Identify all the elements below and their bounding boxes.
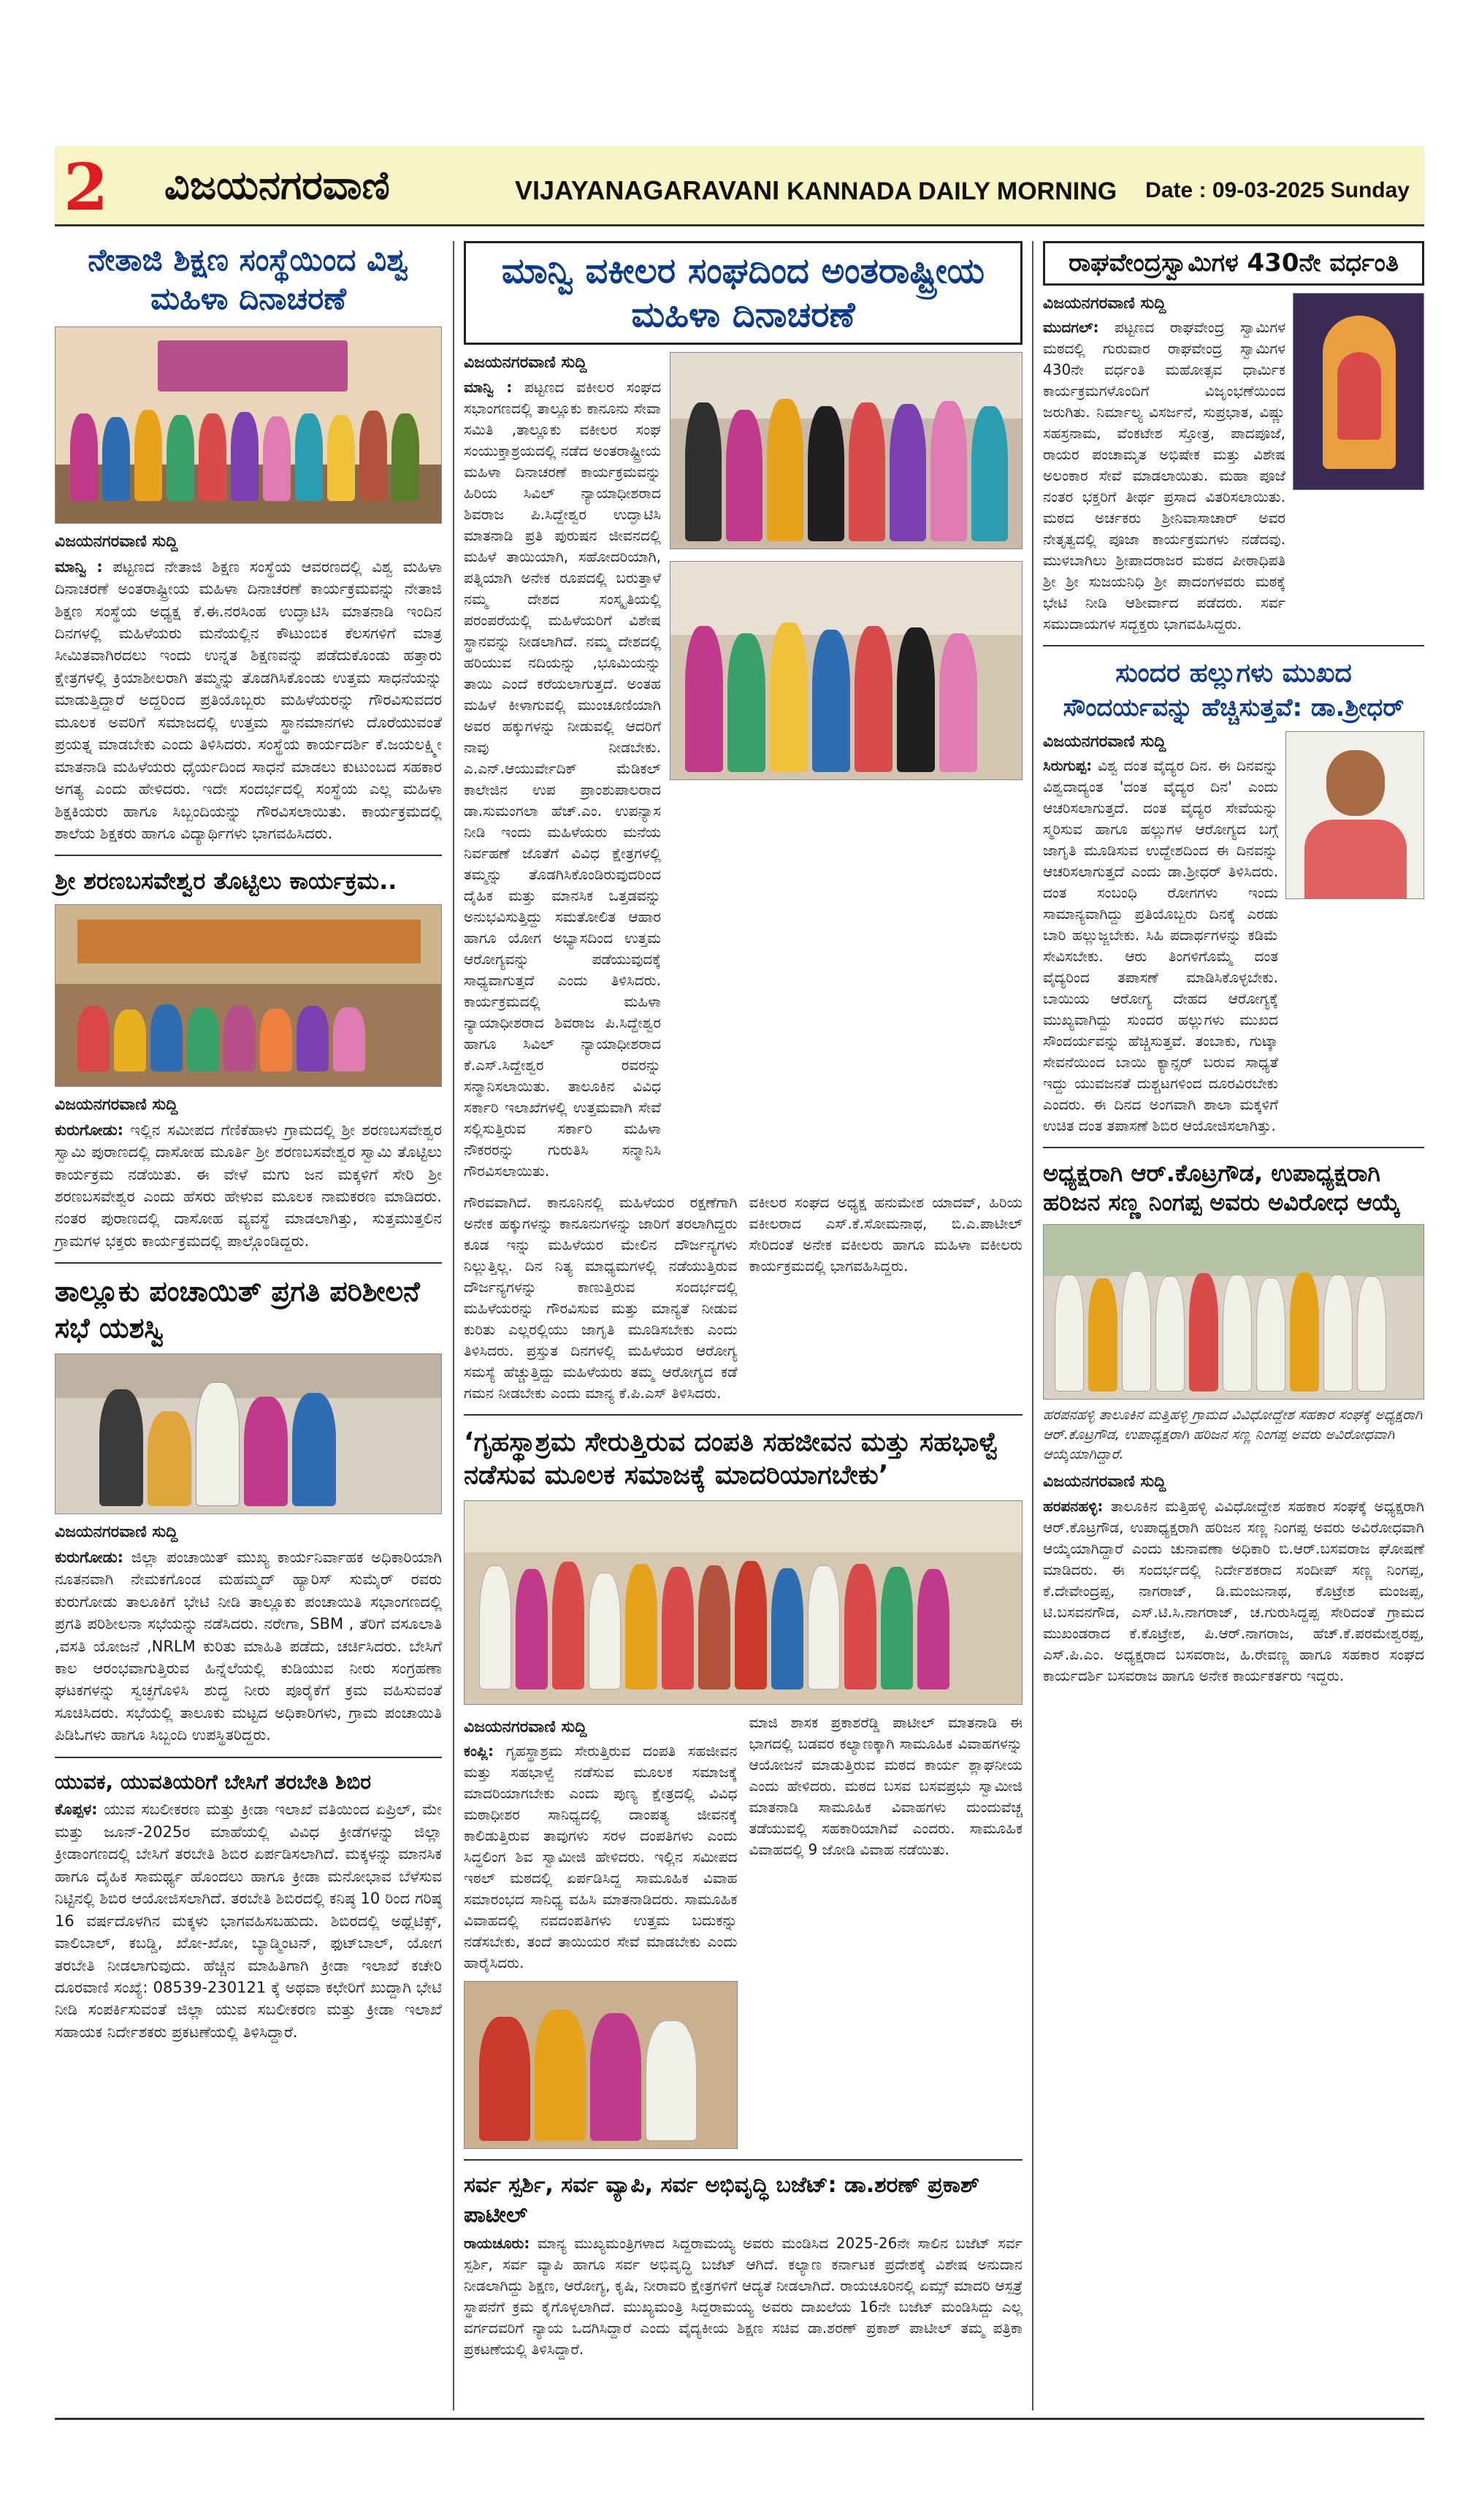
portrait-photo (1285, 731, 1424, 899)
article-photo (464, 1500, 1023, 1705)
section-rule (464, 2159, 1023, 2161)
article-byline: ವಿಜಯನಗರವಾಣಿ ಸುದ್ದಿ (55, 532, 178, 551)
article-body (464, 1741, 738, 1974)
article-byline: ವಿಜಯನಗರವಾಣಿ ಸುದ್ದಿ (464, 354, 587, 372)
dateline: ಕುರುಗೋಡು: (55, 1120, 124, 1139)
article-text: ಇಲ್ಲಿನ ಸಮೀಪದ ಗೆಣಿಕೆಹಾಳು ಗ್ರಾಮದಲ್ಲಿ ಶ್ರೀ ಶರಣಬಸವೇಶ್ವರ ಸ್ವಾಮಿ ಪುರಾಣದಲ್ಲಿ ದಾಸೋಹ ಮೂರ್ತಿ ಶ್ರೀ ಶರಣಬಸವೇಶ್ವರ ಸ್ವಾಮಿ ತೊಟ್ಟಿಲು ಕಾರ್ಯಕ್ರಮ ನಡೆಯಿತು. ಈ ವೇಳೆ ಮಗು ಜನ ಮಕ್ಕಳಿಗೆ ಸೇರಿ ಶ್ರೀ ಶರಣಬಸವೇಶ್ವರ ಎಂದು ಹೆಸರು ಹೇಳುವ ಮೂಲಕ ನಾಮಕರಣ ಮಾಡಿದರು. ನಂತರ ಪುರಾಣದಲ್ಲಿ ದಾಸೋಹ ವ್ಯವಸ್ಥೆ ಮಾಡಲಾಗಿತ್ತು, ಸುತ್ತಮುತ್ತಲಿನ ಗ್ರಾಮಗಳ ಭಕ್ತರು ಕಾರ್ಯಕ್ರಮದಲ್ಲಿ ಪಾಲ್ಗೊಂಡಿದ್ದರು. (55, 1120, 442, 1250)
article-byline: ವಿಜಯನಗರವಾಣಿ ಸುದ್ದಿ (55, 1523, 178, 1542)
page-bottom-rule (55, 2418, 1424, 2420)
person-figure (589, 1573, 621, 1689)
newspaper-tagline: KANNADA DAILY MORNING (787, 177, 1117, 205)
person-figure (297, 1006, 329, 1072)
person-figure (1357, 1276, 1386, 1391)
article-headline: ಸೌಂದರ್ಯವನ್ನು ಹೆಚ್ಚಿಸುತ್ತವೆ: ಡಾ.ಶ್ರೀಧರ್ (1063, 693, 1405, 723)
article-body (1043, 317, 1285, 635)
person-figure (855, 626, 893, 772)
article-text: ಗೌರವವಾಗಿದೆ. ಕಾನೂನಿನಲ್ಲಿ ಮಹಿಳೆಯರ ರಕ್ಷಣೆಗಾಗಿ ಅನೇಕ ಹಕ್ಕುಗಳನ್ನು ಕಾನೂನುಗಳನ್ನು ಜಾರಿಗೆ ತರಲಾಗಿದ್ದರು ಕೂಡ ಇನ್ನು ಮಹಿಳೆಯರ ಮೇಲಿನ ದೌರ್ಜನ್ಯಗಳು ನಿಲ್ಲುತ್ತಿಲ್ಲ. ದಿನ ನಿತ್ಯ ಮಾಧ್ಯಮಗಳಲ್ಲಿ ನಡೆಯುತ್ತಿರುವ ದೌರ್ಜನ್ಯಗಳನ್ನು ಕಾಣುತ್ತಿರುವ ಸಂದರ್ಭದಲ್ಲಿ ಮಹಿಳೆಯರನ್ನು ಗೌರವಿಸುವ ಮತ್ತು ಮಾನ್ಯತೆ ನೀಡುವ ಕುರಿತು ಎಲ್ಲರಲ್ಲಿಯು ಜಾಗೃತಿ ಮೂಡಿಸಬೇಕು ಎಂದು ತಿಳಿಸಿದರು. ಪ್ರಸ್ತುತ ದಿನಗಳಲ್ಲಿ ಮಹಿಳೆಯರ ಆರೋಗ್ಯ ಸಮಸ್ಯೆ ಹೆಚ್ಚುತ್ತಿದ್ದು ಮಹಿಳೆಯರು ತಮ್ಮ ಆರೋಗ್ಯದ ಕಡೆ ಗಮನ ನೀಡಬೇಕು ಎಂದು ಮಾನ್ಯ ಕೆ.ಪಿ.ಎಸ್ ತಿಳಿಸಿದರು. (464, 1193, 738, 1402)
section-rule (1043, 1147, 1424, 1148)
person-figure (1122, 1271, 1151, 1391)
person-figure (844, 1564, 876, 1689)
person-figure (479, 2017, 530, 2141)
issue-date: Date : 09-03-2025 Sunday (1145, 178, 1410, 202)
article-headline: ‘ಗೃಹಸ್ಥಾಶ್ರಮ ಸೇರುತ್ತಿರುವ ದಂಪತಿ ಸಹಜೀವನ ಮತ್ತು ಸಹಭಾಳ್ವೆ ನಡೆಸುವ ಮೂಲಕ ಸಮಾಜಕ್ಕೆ ಮಾದರಿಯಾಗಬೇಕು’ (464, 1427, 999, 1490)
person-figure (735, 1561, 767, 1689)
person-figure (391, 413, 419, 501)
article-text: ಮಾಜಿ ಶಾಸಕ ಪ್ರಕಾಶರೆಡ್ಡಿ ಪಾಟೀಲ್ ಮಾತನಾಡಿ ಈ ಭಾಗದಲ್ಲಿ ಬಡವರ ಕಲ್ಯಾಣಕ್ಕಾಗಿ ಸಾಮೂಹಿಕ ವಿವಾಹಗಳನ್ನು ಆಯೋಜನೆ ಮಾಡುತ್ತಿರುವ ಮಠದ ಕಾರ್ಯ ಶ್ಲಾಘನೀಯ ಎಂದು ಹೇಳಿದರು. ಮಠದ ಬಸವ ಬಸವಪ್ರಭು ಸ್ವಾಮೀಜಿ ಮಾತನಾಡಿ ಸಾಮೂಹಿಕ ವಿವಾಹಗಳು ದುಂದುವೆಚ್ಚ ತಡೆಯುವಲ್ಲಿ ಸಹಕಾರಿಯಾಗಿವೆ ಎಂದರು. ಸಾಮೂಹಿಕ ವಿವಾಹದಲ್ಲಿ 9 ಜೋಡಿ ವಿವಾಹ ನಡೆಯಿತು. (749, 1713, 1023, 1858)
person-figure (897, 627, 935, 772)
article-text: ಮಾನ್ಯ ಮುಖ್ಯಮಂತ್ರಿಗಳಾದ ಸಿದ್ದರಾಮಯ್ಯ ಅವರು ಮಂಡಿಸಿದ 2025-26ನೇ ಸಾಲಿನ ಬಜೆಟ್ ಸರ್ವ ಸ್ಪರ್ಶಿ, ಸರ್ವ ವ್ಯಾಪಿ ಹಾಗೂ ಸರ್ವ ಅಭಿವೃದ್ಧಿ ಬಜೆಟ್ ಆಗಿದೆ. ಕಲ್ಯಾಣ ಕರ್ನಾಟಕ ಪ್ರದೇಶಕ್ಕೆ ವಿಶೇಷ ಅನುದಾನ ನೀಡಲಾಗಿದ್ದು ಶಿಕ್ಷಣ, ಆರೋಗ್ಯ, ಕೃಷಿ, ನೀರಾವರಿ ಕ್ಷೇತ್ರಗಳಿಗೆ ಆದ್ಯತೆ ನೀಡಲಾಗಿದೆ. ರಾಯಚೂರಿನಲ್ಲಿ ಏಮ್ಸ್ ಮಾದರಿ ಆಸ್ಪತ್ರೆ ಸ್ಥಾಪನೆಗೆ ಕ್ರಮ ಕೈಗೊಳ್ಳಲಾಗಿದೆ. ಮುಖ್ಯಮಂತ್ರಿ ಸಿದ್ದರಾಮಯ್ಯ ಅವರು ದಾಖಲೆಯ 16ನೇ ಬಜೆಟ್ ಮಂಡಿಸಿದ್ದು ಎಲ್ಲ ವರ್ಗದವರಿಗೆ ನ್ಯಾಯ ಒದಗಿಸಿದ್ದಾರೆ ಎಂದು ವೈದ್ಯಕೀಯ ಶಿಕ್ಷಣ ಸಚಿವ ಡಾ.ಶರಣ್ ಪ್ರಕಾಶ್ ಪಾಟೀಲ್ ತಮ್ಮ ಪತ್ರಿಕಾ ಪ್ರಕಟಣೆಯಲ್ಲಿ ತಿಳಿಸಿದ್ದಾರೆ. (464, 2234, 1023, 2359)
section-rule (55, 855, 442, 856)
article-text-column (1043, 731, 1278, 1137)
article-headline: ಸುಂದರ ಹಲ್ಲುಗಳು ಮುಖದ (1115, 658, 1352, 689)
crowd-figures (685, 399, 1008, 541)
person-figure (685, 402, 722, 541)
article-dentist-day (1043, 657, 1424, 1137)
person-figure (767, 399, 803, 541)
person-figure (808, 1565, 840, 1689)
article-headline: ಶ್ರೀ ಶರಣಬಸವೇಶ್ವರ ತೊಟ್ಟಿಲು ಕಾರ್ಯಕ್ರಮ.. (55, 867, 397, 896)
person-figure (102, 417, 130, 501)
person-figure (199, 413, 226, 501)
article-row (1043, 293, 1424, 635)
idol-shape (1337, 352, 1381, 440)
crowd-figures (479, 1561, 949, 1689)
person-figure (244, 1397, 288, 1506)
section-rule (1043, 645, 1424, 646)
article-byline: ವಿಜಯನಗರವಾಣಿ ಸುದ್ದಿ (1043, 1473, 1166, 1492)
article-netaji (55, 241, 442, 844)
person-figure (479, 1565, 511, 1689)
person-figure (726, 410, 763, 541)
article-headline: ಮಾನ್ವಿ ವಕೀಲರ ಸಂಘದಿಂದ ಅಂತರಾಷ್ಟ್ರೀಯ ಮಹಿಳಾ ದಿನಾಚರಣೆ (501, 251, 985, 335)
article-mass-wedding (464, 1426, 1023, 2150)
article-byline: ವಿಜಯನಗರವಾಣಿ ಸುದ್ದಿ (55, 1095, 178, 1114)
person-figure (849, 402, 885, 541)
column-middle (464, 241, 1023, 2360)
person-figure (535, 2009, 586, 2141)
person-figure (1323, 1275, 1353, 1391)
dateline: ಮಾನ್ವಿ : (464, 378, 513, 396)
dateline: ಮುದಗಲ್: (1043, 318, 1099, 337)
article-photo (55, 327, 442, 524)
person-figure (77, 1006, 110, 1072)
article-photo (670, 352, 1023, 549)
person-figure (685, 626, 723, 772)
person-figure (114, 1009, 146, 1072)
article-text: ಯುವ ಸಬಲೀಕರಣ ಮತ್ತು ಕ್ರೀಡಾ ಇಲಾಖೆ ವತಿಯಿಂದ ಏಪ್ರಿಲ್, ಮೇ ಮತ್ತು ಜೂನ್-2025ರ ಮಾಹೆಯಲ್ಲಿ ವಿವಿಧ ಕ್ರೀಡೆಗಳನ್ನು ಜಿಲ್ಲಾ ಕ್ರೀಡಾಂಗಣದಲ್ಲಿ ಬೇಸಿಗೆ ತರಬೇತಿ ಶಿಬಿರ ಏರ್ಪಡಿಸಲಾಗಿದೆ. ಮಕ್ಕಳನ್ನು ಮಾನಸಿಕ ಹಾಗೂ ದೈಹಿಕ ಸಾಮರ್ಥ್ಯ ಹೊಂದಲು ಹಾಗೂ ಕ್ರೀಡಾ ಮನೋಭಾವ ಬೆಳೆಸುವ ನಿಟ್ಟಿನಲ್ಲಿ ಶಿಬಿರ ಆಯೋಜಿಸಲಾಗಿದೆ. ತರಬೇತಿ ಶಿಬಿರದಲ್ಲಿ ಕನಿಷ್ಠ 10 ರಿಂದ ಗರಿಷ್ಠ 16 ವರ್ಷದೊಳಗಿನ ಮಕ್ಕಳು ಭಾಗವಹಿಸಬಹುದು. ಶಿಬಿರದಲ್ಲಿ ಅಥ್ಲೆಟಿಕ್ಸ್, ವಾಲಿಬಾಲ್, ಕಬಡ್ಡಿ, ಖೋ-ಖೋ, ಬ್ಯಾಡ್ಮಿಂಟನ್, ಫುಟ್‌ಬಾಲ್, ಯೋಗ ತರಬೇತಿ ನೀಡಲಾಗುವುದು. ಹೆಚ್ಚಿನ ಮಾಹಿತಿಗಾಗಿ ಕ್ರೀಡಾ ಇಲಾಖೆ ಕಚೇರಿ ದೂರವಾಣಿ ಸಂಖ್ಯೆ: 08539-230121 ಕ್ಕೆ ಅಥವಾ ಕಛೇರಿಗೆ ಖುದ್ದಾಗಿ ಭೇಟಿ ನೀಡಿ ಸಂಪರ್ಕಿಸುವಂತೆ ಜಿಲ್ಲಾ ಯುವ ಸಬಲೀಕರಣ ಮತ್ತು ಕ್ರೀಡಾ ಇಲಾಖೆ ಸಹಾಯಕ ನಿರ್ದೇಶಕರು ಪ್ರಕಟಣೆಯಲ್ಲಿ ತಿಳಿಸಿದ್ದಾರೆ. (55, 1801, 442, 2041)
person-figure (260, 1009, 292, 1072)
headline-box (464, 241, 1023, 345)
article-body (1043, 755, 1278, 1137)
person-figure (1088, 1278, 1117, 1391)
column-divider (453, 241, 454, 2410)
section-rule (55, 1757, 442, 1758)
person-figure (930, 401, 967, 541)
article-headline: ಸರ್ವ ಸ್ಪರ್ಶಿ, ಸರ್ವ ವ್ಯಾಪಿ, ಸರ್ವ ಅಭಿವೃದ್ಧಿ ಬಜೆಟ್: ಡಾ.ಶರಣ್ ಪ್ರಕಾಶ್ ಪಾಟೀಲ್ (464, 2172, 980, 2228)
person-figure (167, 415, 194, 501)
person-figure (1189, 1273, 1218, 1391)
dateline: ಕುರುಗೋಡು: (55, 1548, 124, 1566)
newspaper-name: VIJAYANAGARAVANI (515, 175, 780, 205)
article-headline: ತಾಲ್ಲೂಕು ಪಂಚಾಯಿತ್ ಪ್ರಗತಿ ಪರಿಶೀಲನೆ ಸಭೆ ಯಶಸ್ವಿ (55, 1275, 420, 1344)
dateline: ರಾಯಚೂರು: (464, 2234, 530, 2253)
dateline: ಹರಪನಹಳ್ಳಿ: (1043, 1497, 1104, 1515)
dateline: ಸಿರುಗುಪ್ಪ: (1043, 757, 1093, 775)
person-figure (552, 1562, 584, 1689)
person-figure (625, 1564, 657, 1689)
article-text: ವಿಶ್ವ ದಂತ ವೈದ್ಯರ ದಿನ. ಈ ದಿನವನ್ನು ವಿಶ್ವದಾದ್ಯಂತ 'ದಂತ ವೈದ್ಯರ ದಿನ' ಎಂದು ಆಚರಿಸಲಾಗುತ್ತದೆ. ದಂತ ವೈದ್ಯರ ಸೇವೆಯನ್ನು ಸ್ಮರಿಸುವ ಹಾಗೂ ಹಲ್ಲುಗಳ ಆರೋಗ್ಯದ ಬಗ್ಗೆ ಜಾಗೃತಿ ಮೂಡಿಸುವ ಉದ್ದೇಶದಿಂದ ಈ ದಿನವನ್ನು ಆಚರಿಸಲಾಗುತ್ತದೆ ಎಂದು ಡಾ.ಶ್ರೀಧರ್ ತಿಳಿಸಿದರು. ದಂತ ಸಂಬಂಧಿ ರೋಗಗಳು ಇಂದು ಸಾಮಾನ್ಯವಾಗಿದ್ದು ಪ್ರತಿಯೊಬ್ಬರು ದಿನಕ್ಕೆ ಎರಡು ಬಾರಿ ಹಲ್ಲುಜ್ಜಬೇಕು. ಸಿಹಿ ಪದಾರ್ಥಗಳನ್ನು ಕಡಿಮೆ ಸೇವಿಸಬೇಕು. ಆರು ತಿಂಗಳಿಗೊಮ್ಮೆ ದಂತ ವೈದ್ಯರಿಂದ ತಪಾಸಣೆ ಮಾಡಿಸಿಕೊಳ್ಳಬೇಕು. ಬಾಯಿಯ ಆರೋಗ್ಯ ದೇಹದ ಆರೋಗ್ಯಕ್ಕೆ ಮುಖ್ಯವಾಗಿದ್ದು ಸುಂದರ ಹಲ್ಲುಗಳು ಮುಖದ ಸೌಂದರ್ಯವನ್ನು ಹೆಚ್ಚಿಸುತ್ತವೆ. ತಂಬಾಕು, ಗುಟ್ಕಾ ಸೇವನೆಯಿಂದ ಬಾಯಿ ಕ್ಯಾನ್ಸರ್ ಬರುವ ಸಾಧ್ಯತೆ ಇದ್ದು ಯುವಜನತೆ ದುಶ್ಚಟಗಳಿಂದ ದೂರವಿರಬೇಕು ಎಂದರು. ಈ ದಿನದ ಅಂಗವಾಗಿ ಶಾಲಾ ಮಕ್ಕಳಿಗೆ ಉಚಿತ ದಂತ ತಪಾಸಣೆ ಶಿಬಿರ ಆಯೋಜಿಸಲಾಗಿತ್ತು. (1043, 757, 1278, 1135)
person-figure (292, 1393, 336, 1506)
section-rule (464, 1414, 1023, 1416)
banner-shape (158, 340, 348, 392)
canopy-shape (77, 920, 421, 963)
person-figure (333, 1007, 365, 1072)
article-headline: ನೇತಾಜಿ ಶಿಕ್ಷಣ ಸಂಸ್ಥೆಯಿಂದ ವಿಶ್ವ ಮಹಿಳಾ ದಿನಾಚರಣೆ (88, 242, 409, 316)
person-figure (196, 1382, 240, 1506)
newspaper-name-english (515, 175, 1117, 206)
article-text: ಪಟ್ಟಣದ ರಾಘವೇಂದ್ರ ಸ್ವಾಮಿಗಳ ಮಠದಲ್ಲಿ ಗುರುವಾರ ರಾಘವೇಂದ್ರ ಸ್ವಾಮಿಗಳ 430ನೇ ವರ್ಧಂತಿ ಮಹೋತ್ಸವ ಧಾರ್ಮಿಕ ಕಾರ್ಯಕ್ರಮಗಳೊಂದಿಗೆ ವಿಜೃಂಭಣೆಯಿಂದ ಜರುಗಿತು. ನಿರ್ಮಾಲ್ಯ ವಿಸರ್ಜನೆ, ಸುಪ್ರಭಾತ, ವಿಷ್ಣು ಸಹಸ್ರನಾಮ, ವೆಂಕಟೇಶ ಸ್ತೋತ್ರ, ಪಾದಪೂಜೆ, ರಾಯರ ಪಂಚಾಮೃತ ಅಭಿಷೇಕ ಮತ್ತು ವಿಶೇಷ ಅಲಂಕಾರ ಸೇವೆ ಮಾಡಲಾಯಿತು. ಮಹಾ ಪೂಜೆ ನಂತರ ಭಕ್ತರಿಗೆ ತೀರ್ಥ ಪ್ರಸಾದ ವಿತರಿಸಲಾಯಿತು. ಮಠದ ಅರ್ಚಕರು ಶ್ರೀನಿವಾಸಾಚಾರ್ ಅವರ ನೇತೃತ್ವದಲ್ಲಿ ಪೂಜಾ ಕಾರ್ಯಕ್ರಮಗಳು ನಡೆದವು. ಮುಳಬಾಗಿಲು ಶ್ರೀಪಾದರಾಜರ ಮಠದ ಪೀಠಾಧಿಪತಿ ಶ್ರೀ ಶ್ರೀ ಸುಜಯನಿಧಿ ಶ್ರೀ ಪಾದಂಗಳವರು ಮಠಕ್ಕೆ ಭೇಟಿ ನೀಡಿ ಆಶೀರ್ವಾದ ಪಡೆದರು. ಸರ್ವ ಸಮುದಾಯಗಳ ಸದ್ಭಕ್ತರು ಭಾಗವಹಿಸಿದ್ದರು. (1043, 318, 1286, 633)
article-photo (1043, 1224, 1424, 1400)
article-byline: ವಿಜಯನಗರವಾಣಿ ಸುದ್ದಿ (464, 1717, 587, 1736)
person-figure (971, 406, 1008, 541)
person-figure (646, 2020, 697, 2141)
article-row (1043, 731, 1424, 1137)
article-row (464, 352, 1023, 1182)
column-left (55, 241, 442, 2043)
article-body (464, 377, 661, 1182)
article-headline: ರಾಘವೇಂದ್ರಸ್ವಾಮಿಗಳ 430ನೇ ವರ್ಧಂತಿ (1069, 248, 1399, 278)
masthead (55, 146, 1424, 226)
article-headline: ಅಧ್ಯಕ್ಷರಾಗಿ ಆರ್.ಕೊಟ್ರಗೌಡ, ಉಪಾಧ್ಯಕ್ಷರಾಗಿ ಹರಿಜನ ಸಣ್ಣ ನಿಂಗಪ್ಪ ಅವರು ಅವಿರೋಧ ಆಯ್ಕೆ (1043, 1159, 1401, 1217)
person-figure (812, 630, 850, 772)
article-body (1043, 1496, 1424, 1687)
article-photo (464, 1981, 738, 2149)
article-raghavendra (1043, 241, 1424, 635)
article-text: ವಕೀಲರ ಸಂಘದ ಅಧ್ಯಕ್ಷ ಹನುಮೇಶ ಯಾದವ್, ಹಿರಿಯ ವಕೀಲರಾದ ಎಸ್.ಕೆ.ಸೋಮನಾಥ, ಬಿ.ಎ.ಪಾಟೀಲ್ ಸೇರಿದಂತೆ ಅನೇಕ ವಕೀಲರು ಹಾಗೂ ಮಹಿಳಾ ವಕೀಲರು ಕಾರ್ಯಕ್ರಮದಲ್ಲಿ ಭಾಗವಹಿಸಿದ್ದರು. (749, 1193, 1023, 1275)
person-figure (263, 416, 291, 501)
article-text: ತಾಲೂಕಿನ ಮತ್ತಿಹಳ್ಳಿ ವಿವಿಧೋದ್ದೇಶ ಸಹಕಾರ ಸಂಘಕ್ಕೆ ಅಧ್ಯಕ್ಷರಾಗಿ ಆರ್.ಕೊಟ್ರಗೌಡ, ಉಪಾಧ್ಯಕ್ಷರಾಗಿ ಹರಿಜನ ಸಣ್ಣ ನಿಂಗಪ್ಪ ಅವರು ಅವಿರೋಧವಾಗಿ ಆಯ್ಕೆಯಾಗಿದ್ದಾರೆ ಎಂದು ಚುನಾವಣಾ ಅಧಿಕಾರಿ ಬಿ.ಆರ್.ಬಸವರಾಜ ಘೋಷಣೆ ಮಾಡಿದರು. ಈ ಸಂದರ್ಭದಲ್ಲಿ ನಿರ್ದೇಶಕರಾದ ಸಂದೀಪ್ ಸಣ್ಣ ನಿಂಗಪ್ಪ, ಕೆ.ದೇವೇಂದ್ರಪ್ಪ, ನಾಗರಾಜ್, ಡಿ.ಮಂಜುನಾಥ, ಕೊಟ್ರೇಶ ಮಂಜಪ್ಪ, ಟಿ.ಬಸವನಗೌಡ, ಎಸ್.ಟಿ.ಸಿ.ನಾಗರಾಜ್, ಚ.ಗುರುಸಿದ್ದಪ್ಪ ಸೇರಿದಂತೆ ಗ್ರಾಮದ ಮುಖಂಡರಾದ ಕೆ.ಕೊಟ್ರೇಶ, ಪಿ.ಆರ್.ನಾಗರಾಜ, ಹೆಚ್.ಕೆ.ಪರಮೇಶ್ವರಪ್ಪ, ಎಸ್.ಪಿ.ಎಂ. ಅಧ್ಯಕ್ಷರಾದ ಬಸವರಾಜ, ಹಿ.ರೇವಣ್ಣ ಹಾಗೂ ಸಹಕಾರ ಸಂಘದ ಕಾರ್ಯದರ್ಶಿ ಬಸವರಾಜ ಹಾಗೂ ಅನೇಕ ಕಾರ್ಯಕರ್ತರು ಇದ್ದರು. (1043, 1497, 1425, 1684)
article-text: ಪಟ್ಟಣದ ನೇತಾಜಿ ಶಿಕ್ಷಣ ಸಂಸ್ಥೆಯ ಆವರಣದಲ್ಲಿ ವಿಶ್ವ ಮಹಿಳಾ ದಿನಾಚರಣೆ ಅಂತರಾಷ್ಟ್ರೀಯ ಮಹಿಳಾ ದಿನಾಚರಣೆ ಕಾರ್ಯಕ್ರಮವನ್ನು ನೇತಾಜಿ ಶಿಕ್ಷಣ ಸಂಸ್ಥೆಯ ಅಧ್ಯಕ್ಷ ಕೆ.ಈ.ನರಸಿಂಹ ಉದ್ಘಾಟಿಸಿ ಮಾತನಾಡಿ ಇಂದಿನ ದಿನಗಳಲ್ಲಿ ಮಹಿಳೆಯರು ಮನೆಯಲ್ಲಿನ ಕೌಟುಂಬಿಕ ಕೆಲಸಗಳಿಗೆ ಮಾತ್ರ ಸೀಮಿತವಾಗಿರದಲು ಇಂದು ಉನ್ನತ ಶಿಕ್ಷಣವನ್ನು ಪಡೆದುಕೊಂಡು ಹತ್ತಾರು ಕ್ಷೇತ್ರಗಳಲ್ಲಿ ಕ್ರಿಯಾಶೀಲರಾಗಿ ತಮ್ಮನ್ನು ತೊಡಗಿಸಿಕೊಂಡು ಉತ್ತಮ ಸಾಧನೆಯನ್ನು ಮಾಡುತ್ತಿದ್ದಾರೆ ಅದ್ದರಿಂದ ಪ್ರತಿಯೊಬ್ಬರು ಮಹಿಳೆಯರನ್ನು ಗೌರವಿಸುವದರ ಮೂಲಕ ಅವರಿಗೆ ಸಮಾಜದಲ್ಲಿ ಉತ್ತಮ ಸ್ಥಾನಮಾನಗಳು ದೊರೆಯುವಂತೆ ಪ್ರಯತ್ನ ಮಾಡಬೇಕು ಎಂದು ತಿಳಿಸಿದರು. ಸಂಸ್ಥೆಯ ಕಾರ್ಯದರ್ಶಿ ಕೆ.ಜಯಲಕ್ಷ್ಮೀ ಮಾತನಾಡಿ ಮಹಿಳೆಯರು ಧೈರ್ಯದಿಂದ ಸಾಧನೆ ಮಾಡಲು ಕುಟುಂಬದ ಸಹಕಾರ ಅಗತ್ಯ ಎಂದು ಹೇಳಿದರು. ಇದೇ ಸಂದರ್ಭದಲ್ಲಿ ಸಂಸ್ಥೆಯ ಎಲ್ಲ ಮಹಿಳಾ ಶಿಕ್ಷಕಿಯರು ಹಾಗೂ ಸಿಬ್ಬಂದಿಯನ್ನು ಗೌರವಿಸಲಾಯಿತು. ಕಾರ್ಯಕ್ರಮದಲ್ಲಿ ಶಾಲೆಯ ಶಿಕ್ಷಕರು ಹಾಗೂ ವಿದ್ಯಾರ್ಥಿಗಳು ಭಾಗವಹಿಸಿದರು. (55, 557, 442, 842)
column-divider (1032, 241, 1033, 2410)
article-sharanabasaveshwara (55, 866, 442, 1252)
article-photo (55, 904, 442, 1087)
article-photo (670, 561, 1023, 780)
crowd-figures (1055, 1271, 1386, 1391)
article-text: ಪಟ್ಟಣದ ವಕೀಲರ ಸಂಘದ ಸಭಾಂಗಣದಲ್ಲಿ ತಾಲ್ಲೂಕು ಕಾನೂನು ಸೇವಾ ಸಮಿತಿ ,ತಾಲ್ಲೂಕು ವಕೀಲರ ಸಂಘ ಸಂಯುಕ್ತಾಶ್ರಯದಲ್ಲಿ ನಡೆದ ಅಂತರಾಷ್ಟ್ರೀಯ ಮಹಿಳಾ ದಿನಾಚರಣೆ ಕಾರ್ಯಕ್ರಮವನ್ನು ಹಿರಿಯ ಸಿವಿಲ್ ನ್ಯಾಯಾಧೀಶರಾದ ಶಿವರಾಜ ಪಿ.ಸಿದ್ದೇಶ್ವರ ಉದ್ಘಾಟಿಸಿ ಮಾತನಾಡಿ ಪ್ರತಿ ಪುರುಷನ ಜೀವನದಲ್ಲಿ ಮಹಿಳೆ ತಾಯಿಯಾಗಿ, ಸಹೋದರಿಯಾಗಿ, ಪತ್ನಿಯಾಗಿ ಅನೇಕ ರೂಪದಲ್ಲಿ ಬರುತ್ತಾಳೆ ನಮ್ಮ ದೇಶದ ಸಂಸ್ಕೃತಿಯಲ್ಲಿ ಪರಂಪರೆಯಲ್ಲಿ ಮಹಿಳೆಯರಿಗೆ ವಿಶೇಷ ಸ್ಥಾನವನ್ನು ನೀಡಲಾಗಿದೆ. ನಮ್ಮ ದೇಶದಲ್ಲಿ ಹರಿಯುವ ನದಿಯನ್ನು ,ಭೂಮಿಯನ್ನು ತಾಯಿ ಎಂದೆ ಕರೆಯಲಾಗುತ್ತದೆ. ಅಂತಹ ಮಹಿಳೆ ಕೀಳಾಗುವಲ್ಲಿ ಮುಂಚೂಣಿಯಾಗಿ ಅವರ ಹಕ್ಕುಗಳನ್ನು ನೀಡುವಲ್ಲಿ ಆದರಿಗೆ ನಾವು ನೀಡಬೇಕು. ಎ.ಎನ್.ಆಯುರ್ವೇದಿಕ್ ಮೆಡಿಕಲ್ ಕಾಲೇಜಿನ ಉಪ ಪ್ರಾಂಶುಪಾಲರಾದ ಡಾ.ಸುಮಂಗಲಾ ಹೆಚ್.ಎಂ. ಉಪನ್ಯಾಸ ನೀಡಿ ಇಂದು ಮಹಿಳೆಯರು ಮನೆಯ ನಿರ್ವಹಣೆ ಜೊತೆಗೆ ವಿವಿಧ ಕ್ಷೇತ್ರಗಳಲ್ಲಿ ತಮ್ಮನ್ನು ತೊಡಗಿಸಿಕೊಂಡಿರುವುದರಿಂದ ದೈಹಿಕ ಮತ್ತು ಮಾನಸಿಕ ಒತ್ತಡವನ್ನು ಅನುಭವಿಸುತ್ತಿದ್ದು ಸಮತೋಲಿತ ಆಹಾರ ಹಾಗೂ ಯೋಗ ಅಭ್ಯಾಸದಿಂದ ಉತ್ತಮ ಆರೋಗ್ಯವನ್ನು ಪಡೆಯುವುದಕ್ಕೆ ಸಾಧ್ಯವಾಗುತ್ತದೆ ಎಂದು ತಿಳಿಸಿದರು. ಕಾರ್ಯಕ್ರಮದಲ್ಲಿ ಮಹಿಳಾ ನ್ಯಾಯಾಧೀಶರಾದ ಶಿವರಾಜ ಪಿ.ಸಿದ್ದೇಶ್ವರ ಹಾಗೂ ಸಿವಿಲ್ ನ್ಯಾಯಾಧೀಶರಾದ ಕೆ.ಎಸ್.ಸಿದ್ದೇಶ್ವರ ರವರನ್ನು ಸನ್ಮಾನಿಸಲಾಯಿತು. ತಾಲೂಕಿನ ವಿವಿಧ ಸರ್ಕಾರಿ ಇಲಾಖೆಗಳಲ್ಲಿ ಉತ್ತಮವಾಗಿ ಸೇವೆ ಸಲ್ಲಿಸುತ್ತಿರುವ ಸರ್ಕಾರಿ ಮಹಿಳಾ ನೌಕರರನ್ನು ಗುರುತಿಸಿ ಸನ್ಮಾನಿಸಿ ಗೌರವಿಸಲಾಯಿತು. (464, 378, 661, 1180)
person-figure (917, 1569, 949, 1689)
person-figure (516, 1569, 548, 1689)
crowd-figures (70, 410, 419, 501)
person-figure (727, 633, 765, 772)
column-right (1043, 241, 1424, 1687)
crowd-figures (99, 1382, 336, 1506)
article-photo-column (670, 352, 1023, 1182)
person-figure (590, 2013, 641, 2141)
crowd-figures (479, 2009, 697, 2141)
person-figure (327, 415, 355, 501)
article-text-column (464, 352, 661, 1182)
crowd-figures (685, 622, 977, 772)
person-figure (295, 413, 323, 501)
shirt-shape (1304, 820, 1407, 899)
photo-caption: ಹರಪನಹಳ್ಳಿ ತಾಲೂಕಿನ ಮತ್ತಿಹಳ್ಳಿ ಗ್ರಾಮದ ವಿವಿಧೋದ್ದೇಶ ಸಹಕಾರ ಸಂಘಕ್ಕೆ ಅಧ್ಯಕ್ಷರಾಗಿ ಆರ್.ಕೊಟ್ರಗೌಡ, ಉಪಾಧ್ಯಕ್ಷರಾಗಿ ಹರಿಜನ ಸಣ್ಣ ನಿಂಗಪ್ಪ ಅವರು ಅವಿರೋಧವಾಗಿ ಆಯ್ಕೆಯಾಗಿದ್ದಾರೆ. (1043, 1407, 1423, 1462)
person-figure (881, 1567, 913, 1689)
article-cooperative-election (1043, 1158, 1424, 1686)
person-figure (662, 1567, 694, 1689)
article-body (55, 1798, 442, 2043)
article-body (55, 1546, 442, 1746)
article-photo (55, 1353, 442, 1514)
article-advocates-association (464, 241, 1023, 1404)
dateline: ಕೊಪ್ಪಳ: (55, 1801, 98, 1819)
person-figure (1223, 1275, 1252, 1391)
person-figure (770, 622, 808, 772)
person-figure (771, 1568, 803, 1689)
person-figure (939, 633, 977, 772)
article-row (464, 1709, 1023, 2150)
dateline: ಕಂಪ್ಲಿ: (464, 1742, 494, 1760)
article-text-column (464, 1709, 738, 2150)
person-figure (698, 1565, 730, 1689)
person-figure (359, 411, 387, 501)
person-figure (148, 1411, 191, 1506)
article-summer-camp (55, 1768, 442, 2044)
article-photo (1293, 293, 1424, 490)
person-figure (99, 1389, 143, 1506)
building-shape (1044, 1225, 1423, 1276)
article-text: ಜಿಲ್ಲಾ ಪಂಚಾಯಿತ್ ಮುಖ್ಯ ಕಾರ್ಯನಿರ್ವಾಹಕ ಅಧಿಕಾರಿಯಾಗಿ ನೂತನವಾಗಿ ನೇಮಕಗೊಂಡ ಮಹಮ್ಮದ್ ಹ್ಯಾರಿಸ್ ಸುಮೈರ್ ರವರು ಕುರುಗೋಡು ತಾಲೂಕಿಗೆ ಭೇಟಿ ನೀಡಿ ತಾಲ್ಲೂಕು ಪಂಚಾಯಿತಿ ಸಭಾಂಗಣದಲ್ಲಿ ಪ್ರಗತಿ ಪರಿಶೀಲನಾ ಸಭೆಯನ್ನು ನಡೆಸಿದರು. ನರೇಗಾ, SBM , ತೆರಿಗೆ ವಸೂಲಾತಿ ,ವಸತಿ ಯೋಜನೆ ,NRLM ಕುರಿತು ಮಾಹಿತಿ ಪಡೆದು, ಚರ್ಚಿಸಿದರು. ಬೇಸಿಗೆ ಕಾಲ ಆರಂಭವಾಗುತ್ತಿರುವ ಹಿನ್ನೆಲೆಯಲ್ಲಿ ಕುಡಿಯುವ ನೀರು ಸಂಗ್ರಹಣಾ ಘಟಕಗಳನ್ನು ಸ್ವಚ್ಛಗೊಳಿಸಿ ಶುದ್ಧ ನೀರು ಪೂರೈಕೆಗೆ ಕ್ರಮ ವಹಿಸುವಂತೆ ಸೂಚಿಸಿದರು. ಸಭೆಯಲ್ಲಿ ತಾಲೂಕು ಮಟ್ಟದ ಅಧಿಕಾರಿಗಳು, ಗ್ರಾಮ ಪಂಚಾಯಿತಿ ಪಿಡಿಓಗಳು ಹಾಗೂ ಸಿಬ್ಬಂದಿ ಉಪಸ್ಥಿತರಿದ್ದರು. (55, 1548, 442, 1744)
article-byline: ವಿಜಯನಗರವಾಣಿ ಸುದ್ದಿ (1043, 294, 1166, 313)
dateline: ಮಾನ್ವಿ : (55, 557, 103, 576)
headline-box (1043, 241, 1424, 286)
section-rule (55, 1262, 442, 1264)
face-shape (1326, 750, 1385, 816)
article-text: ಗೃಹಸ್ಥಾಶ್ರಮ ಸೇರುತ್ತಿರುವ ದಂಪತಿ ಸಹಜೀವನ ಮತ್ತು ಸಹಭಾಳ್ವೆ ನಡೆಸುವ ಮೂಲಕ ಸಮಾಜಕ್ಕೆ ಮಾದರಿಯಾಗಬೇಕು ಎಂದು ಪುಣ್ಯ ಕ್ಷೇತ್ರದಲ್ಲಿ ವಿವಿಧ ಮಠಾಧೀಶರ ಸಾನಿಧ್ಯದಲ್ಲಿ ದಾಂಪತ್ಯ ಜೀವನಕ್ಕೆ ಕಾಲಿಡುತ್ತಿರುವ ತಾವುಗಳು ಸರಳ ದಂಪತಿಗಳು ಎಂದು ಸಿದ್ಧಲಿಂಗ ಶಿವ ಸ್ವಾಮೀಜಿ ಹೇಳಿದರು. ಇಲ್ಲಿನ ಸಮೀಪದ ಇಠಲ್ ಮಠದಲ್ಲಿ ಏರ್ಪಡಿಸಿದ್ದ ಸಾಮೂಹಿಕ ವಿವಾಹ ಸಮಾರಂಭದ ಸಾನಿಧ್ಯ ವಹಿಸಿ ಮಾತನಾಡಿದರು. ಸಾಮೂಹಿಕ ವಿವಾಹದಲ್ಲಿ ನವದಂಪತಿಗಳು ಉತ್ತಮ ಬದುಕನ್ನು ನಡೆಸಬೇಕು, ತಂದೆ ತಾಯಿಯರ ಸೇವೆ ಮಾಡಬೇಕು ಎಂದು ಹಾರೈಸಿದರು. (464, 1742, 738, 1972)
article-taluk-panchayat (55, 1274, 442, 1746)
person-figure (187, 1007, 219, 1072)
canopy-shape (465, 1501, 1022, 1552)
crowd-figures (77, 1004, 365, 1072)
person-figure (1290, 1272, 1319, 1391)
person-figure (1055, 1275, 1084, 1391)
article-body (55, 556, 442, 845)
person-figure (223, 1006, 256, 1072)
person-figure (70, 413, 98, 501)
person-figure (231, 412, 259, 501)
person-figure (1256, 1278, 1285, 1391)
person-figure (1155, 1276, 1185, 1391)
article-body (55, 1119, 442, 1253)
page-number: 2 (64, 149, 109, 225)
person-figure (134, 410, 162, 501)
article-body (464, 2233, 1023, 2360)
article-continuation (464, 1189, 1023, 1404)
person-figure (808, 406, 844, 541)
person-figure (150, 1004, 183, 1072)
article-budget (464, 2171, 1023, 2360)
article-text-column (1043, 293, 1285, 635)
article-byline: ವಿಜಯನಗರವಾಣಿ ಸುದ್ದಿ (1043, 732, 1166, 751)
article-headline: ಯುವಕ, ಯುವತಿಯರಿಗೆ ಬೇಸಿಗೆ ತರಬೇತಿ ಶಿಬಿರ (55, 1769, 372, 1794)
newspaper-name-kannada: ವಿಜಯನಗರವಾಣಿ (164, 162, 390, 208)
person-figure (890, 404, 926, 541)
